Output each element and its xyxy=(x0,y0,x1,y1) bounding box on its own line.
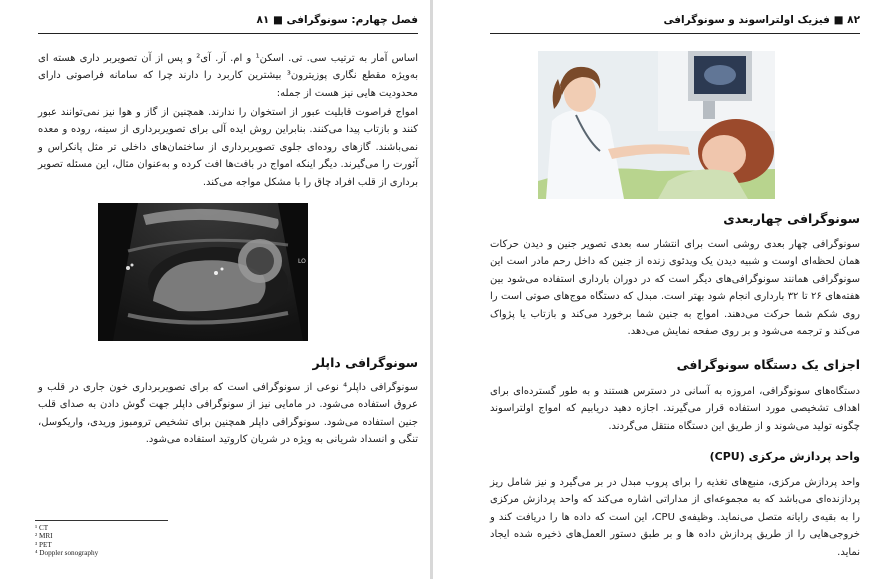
footnote-item: ³ PET xyxy=(35,540,52,549)
footnotes xyxy=(35,524,98,558)
cpu-heading: واحد پردازش مرکزی (CPU) xyxy=(709,450,860,463)
parts-paragraph: دستگاه‌های سونوگرافی، امروزه به آسانی در دسترس هستند و به طور گسترده‌ای برای اهداف تشخیصی مورد استفاده قرار می‌گیرند. اجازه دهید دریابیم که امواج اولتراسوند چگونه تولید می‌شوند و از طریق این دستگاه منتقل می‌گردند. xyxy=(490,386,860,432)
ultrasound-marker-label: LO xyxy=(298,258,306,265)
right-page-header: ۸۲ ■ فیزیک اولتراسوند و سونوگرافی xyxy=(663,14,860,26)
footnote-item: ² MRI xyxy=(35,532,53,541)
header-rule xyxy=(38,33,418,34)
exam-photo-graphic xyxy=(538,51,775,199)
ultrasound-exam-photo xyxy=(538,51,775,199)
cpu-paragraph: واحد پردازش مرکزی، منبع‌های تغذیه را برای پروب مبدل در بر می‌گیرد و نیز شامل ریز پردازنده‌ای می‌باشد که به مجموعه‌ای از مداراتی اشاره می‌کند که واحد پردازش مرکزی را به بقیه‌ی رایانه متصل می‌نماید. وظیفه‌ی CPU، این است که داده ها را دریافت کند و خروجی‌هایی را از طریق پردازش داده ها و بر طبق دستور العمل‌های ذخیره شده ایجاد نماید. xyxy=(490,477,860,558)
fetal-ultrasound-image xyxy=(98,203,308,341)
intro-paragraph: اساس آمار به ترتیب سی. تی. اسکن¹ و ام. آر. آی² و پس از آن تصویربر داری هسته ای به‌ویژه مقطع نگاری پوزیترون³ بیشترین کاربرد را دارند چرا که سامانه فراصوتی دارای محدودیت هایی نیز هست از جمله: xyxy=(38,53,418,99)
footnote-item: ¹ CT xyxy=(35,524,49,532)
footnote-rule xyxy=(35,520,168,521)
right-page xyxy=(433,0,870,579)
parts-heading: اجزای یک دستگاه سونوگرافی xyxy=(676,357,860,372)
fourd-heading: سونوگرافی چهاربعدی xyxy=(723,211,860,226)
header-rule xyxy=(490,33,860,34)
doppler-heading: سونوگرافی داپلر xyxy=(312,355,418,370)
footnote-item: ⁴ Doppler sonography xyxy=(35,549,99,558)
limitations-paragraph: امواج فراصوت قابلیت عبور از استخوان را ندارند. همچنین از گاز و هوا نیز نمی‌توانند عبور کنند و بازتاب پیدا می‌کنند. بنابراین روش ایده آلی برای تصویربرداری از سینه، روده و معده نمی‌باشند. گازهای روده‌ای جلوی تصویربرداری از ساختمان‌های داخلی تر مثل پانکراس و آئورت را می‌گیرند. دیگر اینکه امواج در بافت‌ها افت کرده و به‌عنوان مثال، این مسئله تصویر برداری از قلب افراد چاق را با مشکل مواجه می‌کند. xyxy=(38,107,418,188)
fourd-paragraph: سونوگرافی چهار بعدی روشی است برای انتشار سه بعدی تصویر جنین و دیدن حرکات همان لحظه‌ای اوست و شبیه دیدن یک ویدئوی زنده از جنین که داخل رحم مادر است این سونوگرافی همانند سونوگرافی‌های دیگر است که در دوران بارداری استفاده می‌شود بین هفته‌های ۲۶ تا ۳۲ بارداری انجام شود بهتر است. مبدل که دستگاه موج‌های صوتی است را روی شکم شما حرکت می‌دهند. امواج به جنین شما برخورد می‌کند و بازتاب یا پژواک می‌کند و ترجمه می‌شود و بر روی صفحه نمایش می‌دهد. xyxy=(490,239,861,338)
doppler-paragraph: سونوگرافی داپلر⁴ نوعی از سونوگرافی است که برای تصویربرداری خون جاری در قلب و عروق استفاده می‌شود. در مامایی نیز از سونوگرافی داپلر جهت گوش دادن به صدای قلب جنین استفاده می‌شود. سونوگرافی داپلر همچنین برای تشخیص ترومبوز وریدی، واریکوسل، تنگی و انسداد شریانی به ویژه در شریان کاروتید استفاده می‌شود. xyxy=(38,382,419,446)
left-page xyxy=(0,0,430,579)
ultrasound-scan-graphic xyxy=(98,203,308,341)
left-page-header: فصل چهارم: سونوگرافی ■ ۸۱ xyxy=(256,14,418,26)
